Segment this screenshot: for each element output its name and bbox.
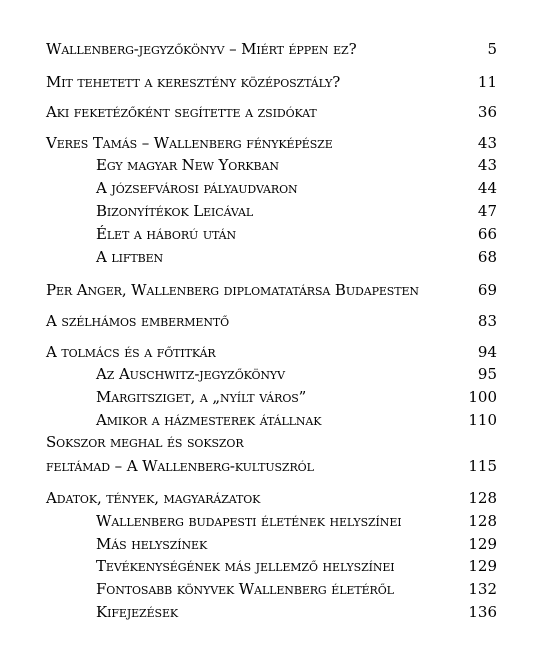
toc-entry-title: A liftben: [96, 248, 164, 266]
toc-entry-page: 128: [468, 512, 497, 530]
toc-entry-page: 66: [477, 225, 497, 243]
toc-entry: [0, 102, 534, 122]
toc-entry-page: 100: [468, 388, 497, 406]
toc-entry-title: Tevékenységének más jellemző helyszínei: [96, 557, 395, 575]
toc-entry-page: 44: [477, 179, 497, 197]
toc-entry-title: Más helyszínek: [96, 535, 208, 553]
toc-entry: [0, 311, 534, 331]
toc-entry-page: 69: [477, 281, 497, 299]
toc-entry-page: 110: [468, 411, 497, 429]
toc-entry-title: Az Auschwitz-jegyzőkönyv: [96, 365, 285, 383]
toc-entry: [0, 39, 534, 59]
toc-entry-page: 11: [477, 73, 497, 91]
toc-subentry: [0, 534, 534, 554]
toc-subentry: [0, 556, 534, 576]
toc-entry-page: 129: [468, 557, 497, 575]
toc-entry-title: Adatok, tények, magyarázatok: [46, 489, 261, 507]
toc-entry-page: 83: [477, 312, 497, 330]
toc-entry-page: 94: [477, 343, 497, 361]
toc-entry-title: A szélhámos embermentő: [46, 312, 229, 330]
toc-entry-page: 128: [468, 489, 497, 507]
toc-entry: [0, 488, 534, 508]
toc-entry-title: feltámad – A Wallenberg-kultuszról: [46, 457, 314, 475]
toc-subentry: [0, 410, 534, 430]
toc-subentry: [0, 602, 534, 622]
toc-entry-title: Sokszor meghal és sokszor: [46, 433, 244, 451]
toc-entry: [0, 432, 534, 452]
toc-entry-title: A józsefvárosi pályaudvaron: [96, 179, 298, 197]
toc-entry-page: 129: [468, 535, 497, 553]
toc-entry-title: Wallenberg budapesti életének helyszínei: [96, 512, 402, 530]
toc-entry-title: Amikor a házmesterek átállnak: [96, 411, 322, 429]
toc-entry-title: Margitsziget, a „nyílt város”: [96, 388, 307, 406]
toc-entry-title: Wallenberg-jegyzőkönyv – Miért éppen ez?: [46, 40, 357, 58]
toc-entry: [0, 280, 534, 300]
toc-subentry: [0, 224, 534, 244]
toc-subentry: [0, 387, 534, 407]
toc-entry: [0, 72, 534, 92]
toc-entry-title: Aki feketézőként segítette a zsidókat: [46, 103, 317, 121]
toc-entry: [0, 133, 534, 153]
toc-subentry: [0, 201, 534, 221]
toc-entry-page: 95: [477, 365, 497, 383]
toc-entry-page: 68: [477, 248, 497, 266]
toc-entry-title: Per Anger, Wallenberg diplomatatársa Budapesten: [46, 281, 419, 299]
toc-entry-page: 43: [477, 134, 497, 152]
toc-entry-page: 5: [487, 40, 497, 58]
toc-entry-page: 115: [468, 457, 497, 475]
toc-subentry: [0, 511, 534, 531]
toc-entry-page: 36: [477, 103, 497, 121]
toc-entry-page: 43: [477, 156, 497, 174]
toc-entry-title: Kifejezések: [96, 603, 179, 621]
toc-entry-title: Bizonyítékok Leicával: [96, 202, 254, 220]
toc-subentry: [0, 178, 534, 198]
toc-entry-title: Veres Tamás – Wallenberg fényképésze: [46, 134, 333, 152]
toc-entry-page: 47: [477, 202, 497, 220]
toc-entry-page: 132: [468, 580, 497, 598]
toc-entry-title: Fontosabb könyvek Wallenberg életéről: [96, 580, 394, 598]
toc-entry-page: 136: [468, 603, 497, 621]
toc-entry: [0, 342, 534, 362]
toc-subentry: [0, 579, 534, 599]
toc-subentry: [0, 247, 534, 267]
toc-entry-title: Mit tehetett a keresztény középosztály?: [46, 73, 341, 91]
toc-subentry: [0, 155, 534, 175]
toc-entry-continuation: [0, 456, 534, 476]
toc-entry-title: Élet a háború után: [96, 225, 237, 243]
toc-subentry: [0, 364, 534, 384]
toc-entry-title: A tolmács és a főtitkár: [46, 343, 216, 361]
toc-entry-title: Egy magyar New Yorkban: [96, 156, 279, 174]
